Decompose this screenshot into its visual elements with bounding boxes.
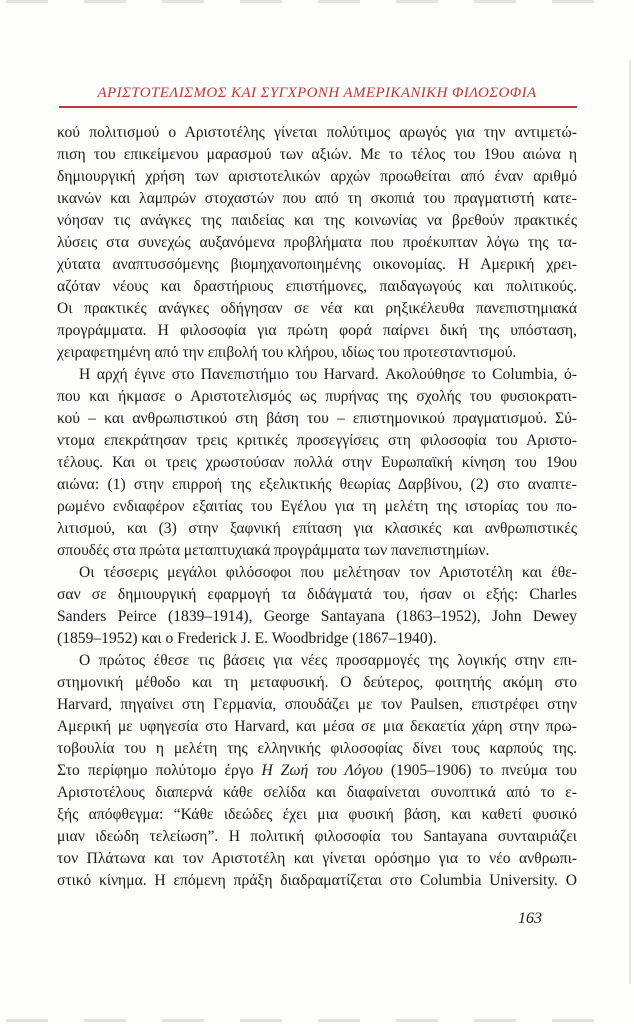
page-number: 163 (518, 910, 542, 927)
text-line: Αμερική με υφηγεσία στο Harvard, και μέσα σε μια δεκαετία χάρη στην πρω- (57, 718, 577, 735)
header-rule (59, 106, 577, 108)
text-line: λύσεις στα συνεχώς αυξανόμενα προβλήματα που προέκυπταν λόγω της τα- (57, 234, 577, 251)
text-line: λιτισμού, και (3) στην ξαφνική επίταση για κλασικές και ανθρωπιστικές (57, 520, 577, 537)
text-line: τον Πλάτωνα και τον Αριστοτέλη και γίνεται ορόσημο για το νέο ανθρωπι- (57, 850, 577, 867)
text-line: Ο πρώτος έθεσε τις βάσεις για νέες προσαρμογές της λογικής στην επι- (79, 652, 577, 669)
scan-edge-right (629, 60, 631, 984)
text-line: ικανών και λαμπρών στοχαστών που από τη σκοπιά του πραγματιστή κατε- (57, 190, 577, 207)
text-line: αιώνα: (1) στην επιρροή της εξελικτικής θεωρίας Δαρβίνου, (2) στο αναπτε- (57, 476, 577, 493)
text-line: μιαν ιδεώδη τελείωση”. Η πολιτική φιλοσοφία του Santayana συνταιριάζει (57, 828, 577, 845)
text-line: χύτατα αναπτυσσόμενης βιομηχανοποιημένης οικονομίας. Η Αμερική χρει- (57, 256, 577, 273)
text-line: σπουδές στα πρώτα μεταπτυχιακά προγράμματα των πανεπιστημίων. (57, 542, 490, 559)
text-line: Αριστοτέλους διαπερνά κάθε σελίδα και διαφαίνεται συνοπτικά από το ε- (57, 784, 577, 801)
paragraph (57, 650, 577, 892)
paragraph (57, 562, 577, 650)
text-line: ξής απόφθεγμα: “Κάθε ιδεώδες έχει μια φυσική βάση, και καθετί φυσικό (57, 806, 577, 823)
text-line: πιση του επικείμενου μαρασμού των αξιών. Με το τέλος του 19ου αιώνα η (57, 146, 577, 163)
text-line (57, 760, 577, 782)
text-line: στημονική μέθοδο και τη μεταφυσική. Ο δεύτερος, φοιτητής ακόμη στο (57, 674, 577, 691)
text-line: αζόταν νέους και δραστήριους επιστήμονες, παιδαγωγούς και πολιτικούς. (57, 278, 577, 295)
paragraph (57, 122, 577, 364)
text-line: Sanders Peirce (1839–1914), George Santayana (1863–1952), John Dewey (57, 608, 577, 625)
scan-edge-top (6, 0, 628, 3)
text-line: τέλους. Και οι τρεις χρωστούσαν πολλά στην Ευρωπαϊκή κίνηση του 19ου (57, 454, 577, 471)
text-line: στικό κίνημα. Η επόμενη πράξη διαδραματίζεται στο Columbia University. Ο (57, 872, 577, 889)
running-header: ΑΡΙΣΤΟΤΕΛΙΣΜΟΣ ΚΑΙ ΣΥΓΧΡΟΝΗ ΑΜΕΡΙΚΑΝΙΚΗ ΦΙΛΟΣΟΦΙΑ (97, 85, 537, 101)
scan-edge-bottom (6, 1019, 628, 1022)
text-line: τοβουλία του η μελέτη της ελληνικής φιλοσοφίας δίνει τους καρπούς της. (57, 740, 577, 757)
text-line: δημιουργική χρήση των αριστοτελικών αρχών προωθείται από έναν αριθμό (57, 168, 577, 185)
text-line: Harvard, πηγαίνει στη Γερμανία, σπουδάζει με τον Paulsen, επιστρέφει στην (57, 696, 577, 713)
text-line: νόησαν τις ανάγκες της παιδείας και της κοινωνίας να βρεθούν πρακτικές (57, 212, 577, 229)
text-line: σαν σε δημιουργική εφαρμογή τα διδάγματά του, ήσαν οι εξής: Charles (57, 586, 577, 603)
text-line: Οι τέσσερις μεγάλοι φιλόσοφοι που μελέτησαν τον Αριστοτέλη και έθε- (79, 564, 577, 581)
text-line: που και ήκμασε ο Αριστοτελισμός ως πυρήνας της σχολής του φυσιοκρατι- (57, 388, 577, 405)
text-line: Η αρχή έγινε στο Πανεπιστήμιο του Harvard. Ακολούθησε το Columbia, ό- (79, 366, 577, 383)
text-line: (1859–1952) και ο Frederick J. E. Woodbridge (1867–1940). (57, 630, 437, 647)
text-line: προγράμματα. Η φιλοσοφία για πρώτη φορά παίρνει δική της υπόσταση, (57, 322, 577, 339)
text-segment: (1905–1906) το πνεύμα του (382, 762, 577, 779)
text-segment: Στο περίφημο πολύτομο έργο (57, 762, 262, 779)
paragraph (57, 364, 577, 562)
text-line: κού – και ανθρωπιστικού στη βάση του – επιστημονικού πραγματισμού. Σύ- (57, 410, 577, 427)
book-title: Η Ζωή του Λόγου (261, 762, 383, 779)
text-line: ντομα επεκράτησαν τρεις κριτικές προσεγγίσεις στη φιλοσοφία του Αριστο- (57, 432, 577, 449)
body-text (57, 122, 577, 892)
text-line: ρωμένο ενδιαφέρον εξαιτίας του Εγέλου για τη μελέτη της ιστορίας του πο- (57, 498, 577, 515)
text-line: Οι πρακτικές ανάγκες οδήγησαν σε νέα και ρηξικέλευθα πανεπιστημιακά (57, 300, 577, 317)
text-line: χειραφετημένη από την επιβολή του κλήρου, ιδίως του προτεσταντισμού. (57, 344, 517, 361)
text-line: κού πολιτισμού ο Αριστοτέλης γίνεται πολύτιμος αρωγός για την αντιμετώ- (57, 124, 577, 141)
